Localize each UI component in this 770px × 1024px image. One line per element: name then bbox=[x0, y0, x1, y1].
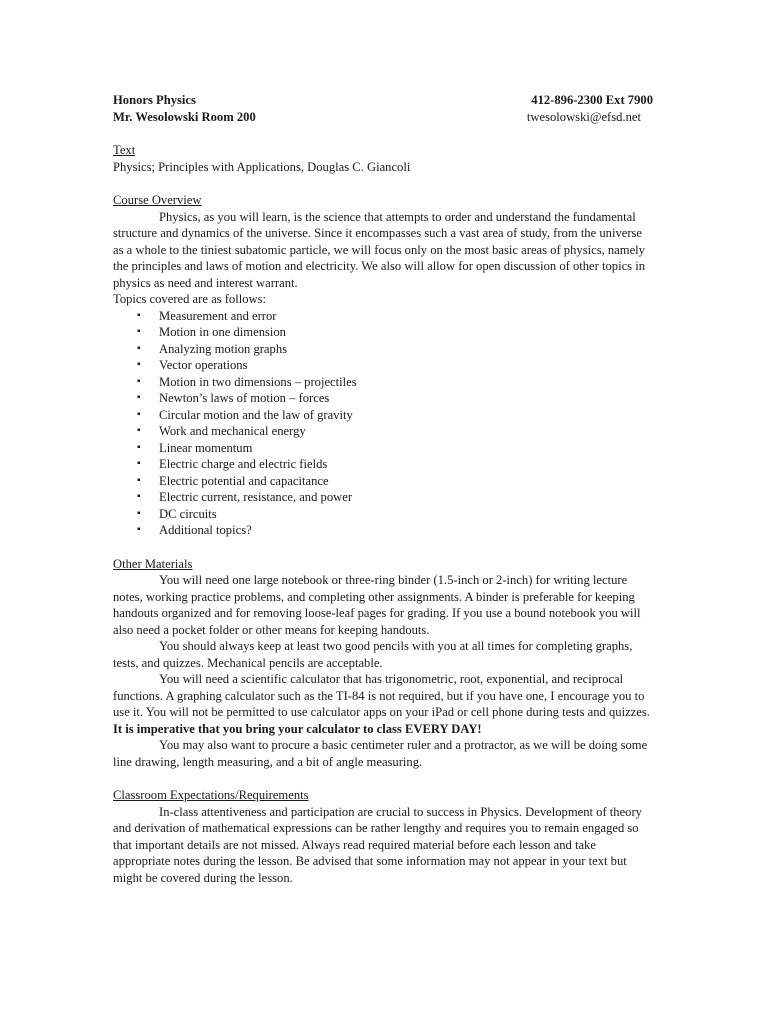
calculator-text: You will need a scientific calculator that has trigonometric, root, exponential, and reciprocal functions. A graphing calculator such as the TI-84 is not required, but if you have one, I encourage you to use it. You will not be permitted to use calculator apps on your iPad or cell phone during tests and quizzes. bbox=[113, 672, 650, 719]
materials-paragraph-1: You will need one large notebook or three-ring binder (1.5-inch or 2-inch) for writing lecture notes, working practice problems, and completing other assignments. A binder is preferable for keeping handouts organized and for removing loose-leaf pages for grading. If you use a bound notebook you will also need a pocket folder or other means for keeping handouts. bbox=[113, 573, 641, 637]
header-row-2 bbox=[113, 109, 653, 126]
list-item: ▪ Vector operations bbox=[137, 357, 653, 374]
list-item: ▪ Newton’s laws of motion – forces bbox=[137, 390, 653, 407]
list-item: ▪ Work and mechanical energy bbox=[137, 423, 653, 440]
list-item: ▪ Electric charge and electric fields bbox=[137, 456, 653, 473]
overview-paragraph: Physics, as you will learn, is the science that attempts to order and understand the fundamental structure and dynamics of the universe. Since it encompasses such a vast area of study, from the universe as a whole to the tiniest subatomic particle, we will focus only on the most basic areas of physics, namely the principles and laws of motion and electricity. We also will allow for open discussion of other topics in physics as need and interest warrant. bbox=[113, 209, 646, 290]
list-item: ▪ Analyzing motion graphs bbox=[137, 341, 653, 358]
list-item: ▪ Electric potential and capacitance bbox=[137, 473, 653, 490]
calculator-emphasis: It is imperative that you bring your calculator to class EVERY DAY! bbox=[113, 721, 482, 736]
list-item: ▪ Linear momentum bbox=[137, 440, 653, 457]
list-item: ▪ Additional topics? bbox=[137, 522, 653, 539]
textbook: Physics; Principles with Applications, Douglas C. Giancoli bbox=[113, 159, 411, 174]
header-row-1 bbox=[113, 92, 653, 109]
materials-paragraph-3 bbox=[113, 671, 653, 737]
list-item: ▪ Motion in two dimensions – projectiles bbox=[137, 374, 653, 391]
phone-number: 412-896-2300 Ext 7900 bbox=[531, 93, 653, 107]
expectations-heading: Classroom Expectations/Requirements bbox=[113, 788, 309, 802]
syllabus-page bbox=[113, 92, 653, 886]
list-item: ▪ Circular motion and the law of gravity bbox=[137, 407, 653, 424]
topics-intro: Topics covered are as follows: bbox=[113, 292, 266, 306]
materials-paragraph-4: You may also want to procure a basic centimeter ruler and a protractor, as we will be doing some line drawing, length measuring, and a bit of angle measuring. bbox=[113, 738, 648, 769]
list-item: ▪ Electric current, resistance, and power bbox=[137, 489, 653, 506]
expectations-paragraph: In-class attentiveness and participation are crucial to success in Physics. Development of theory and derivation of mathematical expressions can be rather lengthy and requires you to remain engaged so that important details are not missed. Always read required material before each lesson and take appropriate notes during the lesson. Be advised that some information may not appear in your text but might be covered during the lesson. bbox=[113, 804, 642, 885]
list-item: ▪ DC circuits bbox=[137, 506, 653, 523]
materials-heading: Other Materials bbox=[113, 556, 193, 571]
teacher-name: Mr. Wesolowski Room 200 bbox=[113, 109, 256, 124]
list-item: ▪ Measurement and error bbox=[137, 308, 653, 325]
email-address: twesolowski@efsd.net bbox=[526, 109, 641, 124]
text-heading: Text bbox=[113, 143, 136, 157]
list-item: ▪ Motion in one dimension bbox=[137, 324, 653, 341]
materials-paragraph-2: You should always keep at least two good pencils with you at all times for completing graphs, tests, and quizzes. Mechanical pencils are acceptable. bbox=[113, 639, 633, 670]
topics-list bbox=[113, 308, 653, 539]
course-title: Honors Physics bbox=[113, 93, 196, 107]
overview-heading: Course Overview bbox=[113, 193, 202, 207]
